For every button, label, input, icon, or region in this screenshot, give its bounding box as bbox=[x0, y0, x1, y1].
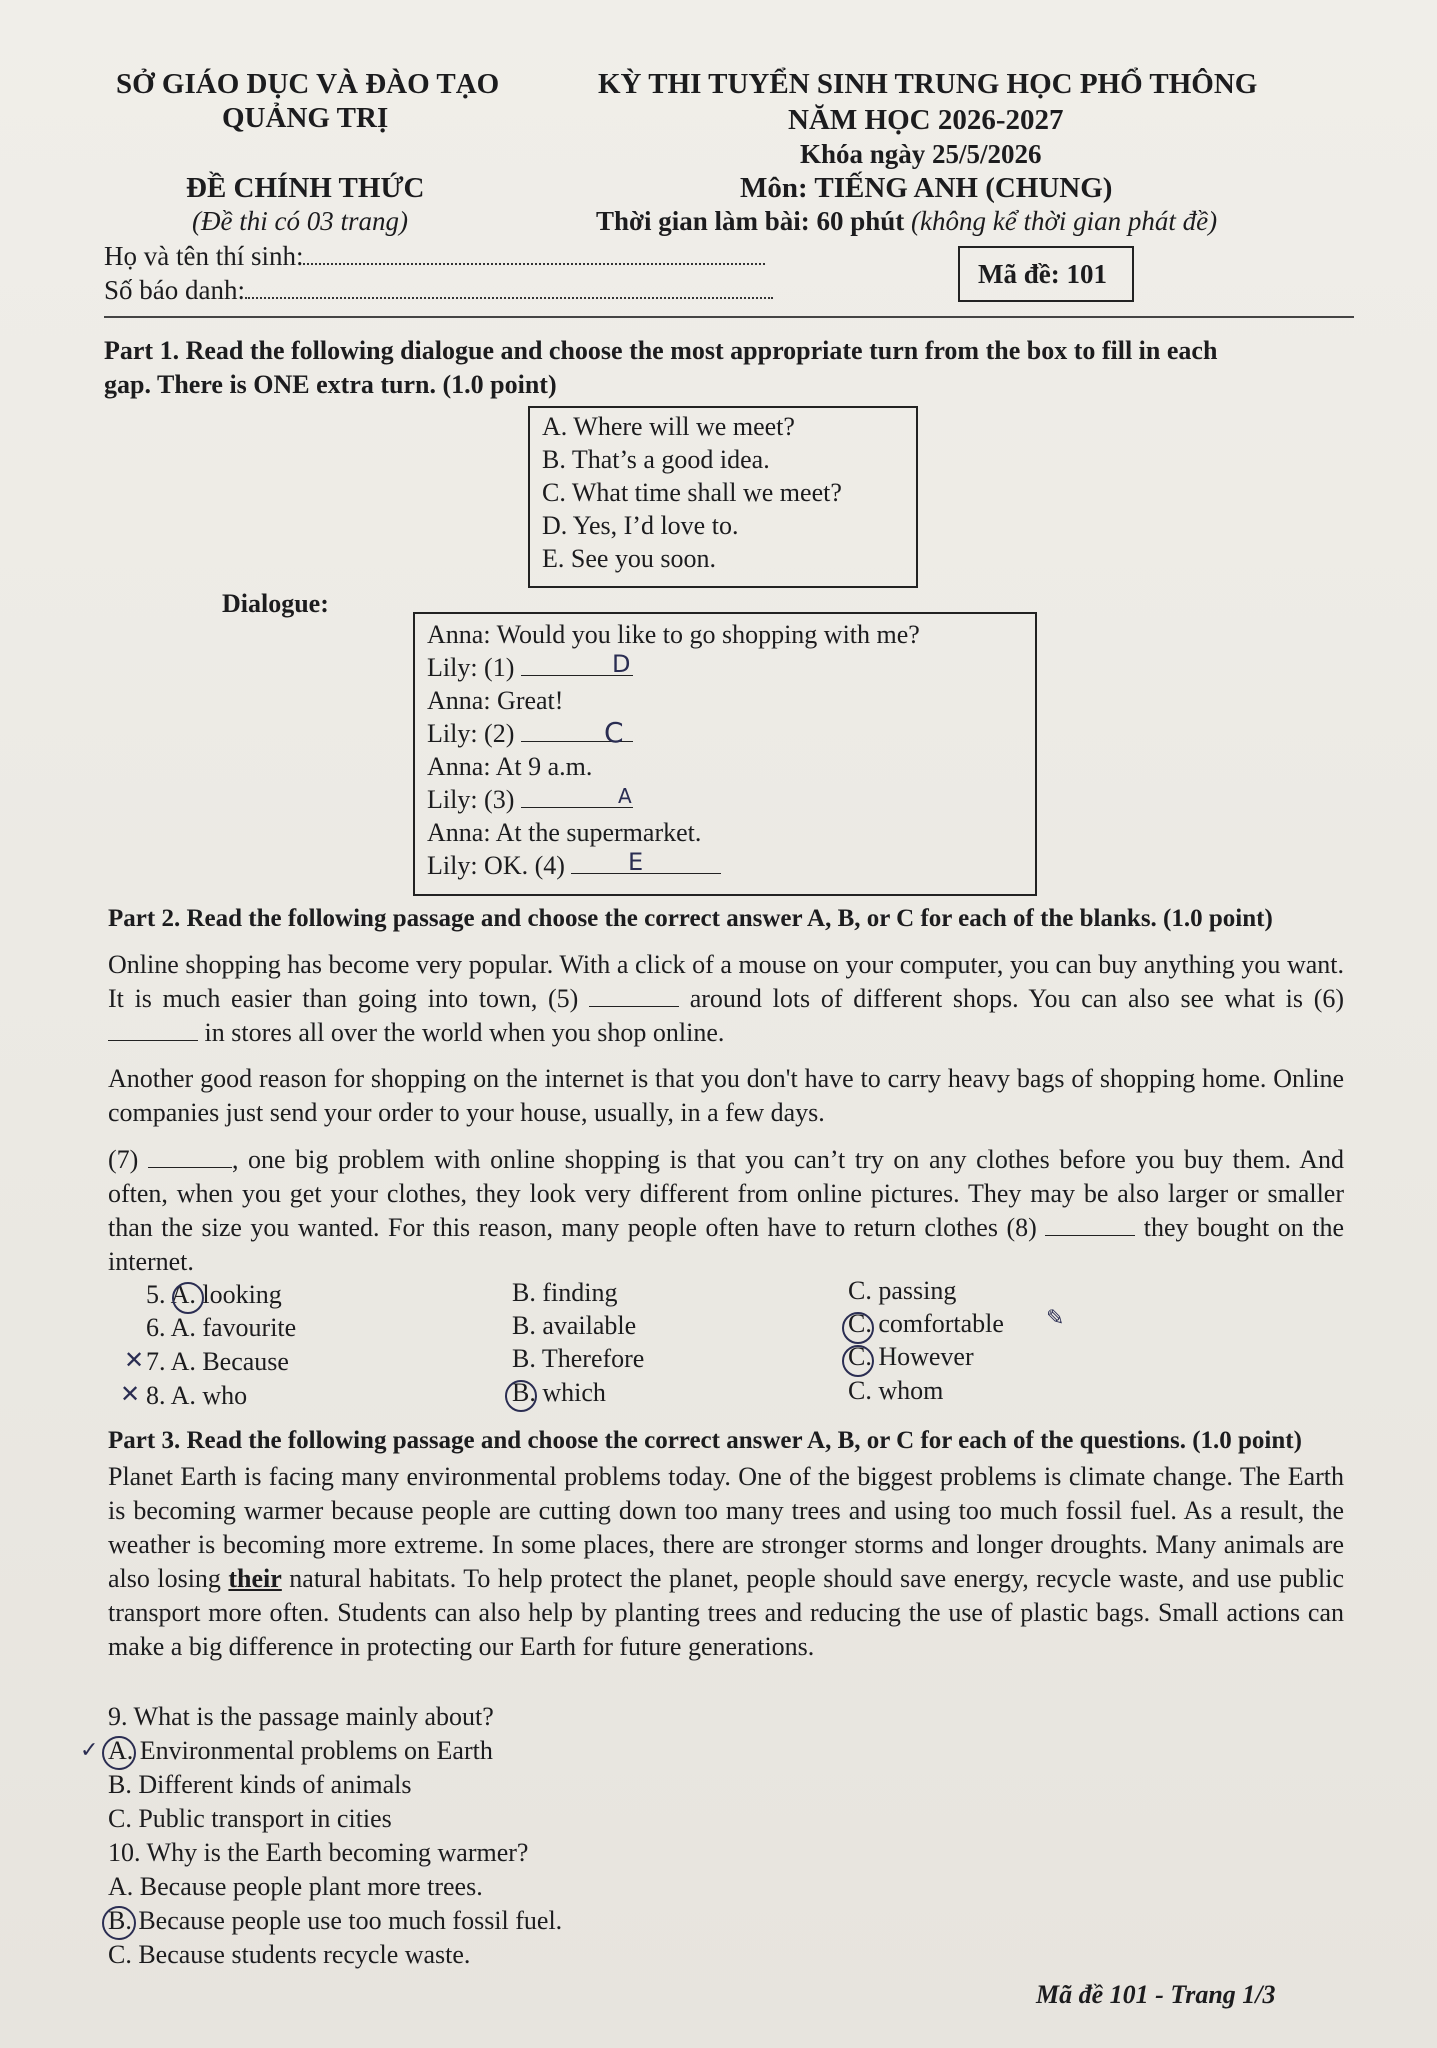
candidate-name-field bbox=[104, 241, 765, 272]
question-10: 10. Why is the Earth becoming warmer? bbox=[108, 1838, 529, 1867]
dialogue-line-1: Anna: Would you like to go shopping with me? bbox=[427, 620, 920, 649]
q7-option-a: 7. A. Because bbox=[146, 1347, 289, 1376]
q8-option-b: B. which bbox=[512, 1378, 606, 1407]
q9-option-b: B. Different kinds of animals bbox=[108, 1770, 412, 1799]
turn-option-b: B. That’s a good idea. bbox=[542, 445, 770, 474]
turns-box bbox=[528, 406, 918, 588]
candidate-id-label: Số báo danh: bbox=[104, 275, 245, 305]
handwritten-answer-4: E bbox=[628, 848, 644, 876]
answer-circle-q6 bbox=[842, 1312, 874, 1344]
answer-circle-q8 bbox=[505, 1380, 537, 1412]
q5-option-b: B. finding bbox=[512, 1278, 618, 1307]
dialogue-label: Dialogue: bbox=[222, 589, 329, 618]
part3-title: Part 3. Read the following passage and choose the correct answer A, B, or C for each of the questions. (1.0 point) bbox=[108, 1427, 1302, 1454]
q7-option-c: C. However bbox=[848, 1342, 974, 1371]
part1-title-line1: Part 1. Read the following dialogue and choose the most appropriate turn from the box to fill in each bbox=[104, 336, 1218, 365]
q9-option-a: A. Environmental problems on Earth bbox=[108, 1736, 493, 1765]
turn-option-c: C. What time shall we meet? bbox=[542, 478, 842, 507]
turn-option-a: A. Where will we meet? bbox=[542, 412, 795, 441]
dialogue-line-6: Lily: (3) bbox=[427, 783, 1035, 816]
dialogue-line-8: Lily: OK. (4) bbox=[427, 849, 1035, 882]
q6-option-b: B. available bbox=[512, 1311, 637, 1340]
handwritten-answer-2: C bbox=[604, 716, 624, 749]
answer-circle-q10 bbox=[102, 1906, 136, 1940]
q5-option-c: C. passing bbox=[848, 1276, 957, 1305]
exam-title: KỲ THI TUYỂN SINH TRUNG HỌC PHỔ THÔNG bbox=[598, 68, 1258, 100]
q7-option-b: B. Therefore bbox=[512, 1344, 645, 1373]
q6-option-a: 6. A. favourite bbox=[146, 1313, 297, 1342]
q10-option-c: C. Because students recycle waste. bbox=[108, 1940, 471, 1969]
turn-option-e: E. See you soon. bbox=[542, 544, 717, 573]
part2-paragraph-1: Online shopping has become very popular. With a click of a mouse on your computer, you can buy anything you want. It is much easier than going into town, (5) around lots of different shops. You can also see what is (6) in stores all over the world when you shop online. bbox=[108, 950, 1345, 1047]
q5-option-a: 5. A. looking bbox=[146, 1280, 282, 1309]
turn-option-d: D. Yes, I’d love to. bbox=[542, 511, 739, 540]
pages-note: (Đề thi có 03 trang) bbox=[192, 206, 408, 236]
dialogue-line-7: Anna: At the supermarket. bbox=[427, 818, 702, 847]
dialogue-line-3: Anna: Great! bbox=[427, 686, 564, 715]
part1-title-line2: gap. There is ONE extra turn. (1.0 point) bbox=[104, 370, 557, 399]
cross-mark-q8: ✕ bbox=[120, 1380, 141, 1408]
school-year: NĂM HỌC 2026-2027 bbox=[788, 104, 1064, 136]
candidate-id-field bbox=[104, 275, 773, 306]
dialogue-line-4: Lily: (2) bbox=[427, 717, 1035, 750]
time-note: (không kể thời gian phát đề) bbox=[911, 206, 1218, 236]
q10-option-b: B. Because people use too much fossil fuel. bbox=[108, 1906, 563, 1935]
dialogue-box bbox=[413, 612, 1037, 896]
subject-label: Môn: TIẾNG ANH (CHUNG) bbox=[740, 172, 1113, 204]
exam-code: Mã đề: 101 bbox=[978, 259, 1107, 289]
underlined-word: their bbox=[228, 1564, 282, 1593]
answer-circle-q5 bbox=[172, 1282, 204, 1314]
q10-option-a: A. Because people plant more trees. bbox=[108, 1872, 483, 1901]
q9-option-c: C. Public transport in cities bbox=[108, 1804, 392, 1833]
dialogue-line-5: Anna: At 9 a.m. bbox=[427, 752, 593, 781]
header-divider bbox=[104, 316, 1354, 318]
time-limit: Thời gian làm bài: 60 phút bbox=[596, 206, 905, 236]
official-label: ĐỀ CHÍNH THỨC bbox=[186, 172, 425, 204]
part2-title: Part 2. Read the following passage and choose the correct answer A, B, or C for each of the blanks. (1.0 point) bbox=[108, 905, 1273, 932]
question-9: 9. What is the passage mainly about? bbox=[108, 1702, 494, 1731]
answer-circle-q7 bbox=[842, 1345, 874, 1377]
q8-option-a: 8. A. who bbox=[146, 1381, 248, 1410]
q6-option-c: C. comfortable bbox=[848, 1309, 1004, 1338]
handwritten-answer-1: D bbox=[612, 650, 631, 678]
province-name: QUẢNG TRỊ bbox=[222, 102, 389, 134]
dialogue-line-2: Lily: (1) bbox=[427, 651, 1035, 684]
department-name: SỞ GIÁO DỤC VÀ ĐÀO TẠO bbox=[116, 68, 500, 100]
part2-paragraph-3: (7) , one big problem with online shopping is that you can’t try on any clothes before you buy them. And often, when you get your clothes, they look very different from online pictures. They may be also larger or smaller than the size you wanted. For this reason, many people often have to return clothes (8) they bought on the internet. bbox=[108, 1145, 1345, 1276]
doodle-mark: ✎ bbox=[1046, 1306, 1065, 1331]
handwritten-answer-3: A bbox=[618, 784, 632, 808]
exam-date: Khóa ngày 25/5/2026 bbox=[800, 139, 1042, 169]
part3-passage: Planet Earth is facing many environmental problems today. One of the biggest problems is climate change. The Earth is becoming warmer because people are cutting down too many trees and using too much fossil fuel. As a result, the weather is becoming more extreme. In some places, there are stronger storms and longer droughts. Many animals are also losing their natural habitats. To help protect the planet, people should save energy, recycle waste, and use public transport more often. Students can also help by planting trees and reducing the use of plastic bags. Small actions can make a big difference in protecting our Earth for future generations. bbox=[108, 1462, 1345, 1661]
check-mark-q9: ✓ bbox=[80, 1738, 99, 1763]
page-footer: Mã đề 101 - Trang 1/3 bbox=[1036, 1980, 1276, 2009]
time-info bbox=[596, 206, 1217, 237]
candidate-name-label: Họ và tên thí sinh: bbox=[104, 241, 304, 271]
cross-mark-q7: ✕ bbox=[124, 1346, 145, 1374]
q8-option-c: C. whom bbox=[848, 1376, 944, 1405]
answer-circle-q9 bbox=[102, 1736, 136, 1770]
part2-paragraph-2: Another good reason for shopping on the internet is that you don't have to carry heavy bags of shopping home. Online companies just send your order to your house, usually, in a few days. bbox=[108, 1064, 1344, 1127]
